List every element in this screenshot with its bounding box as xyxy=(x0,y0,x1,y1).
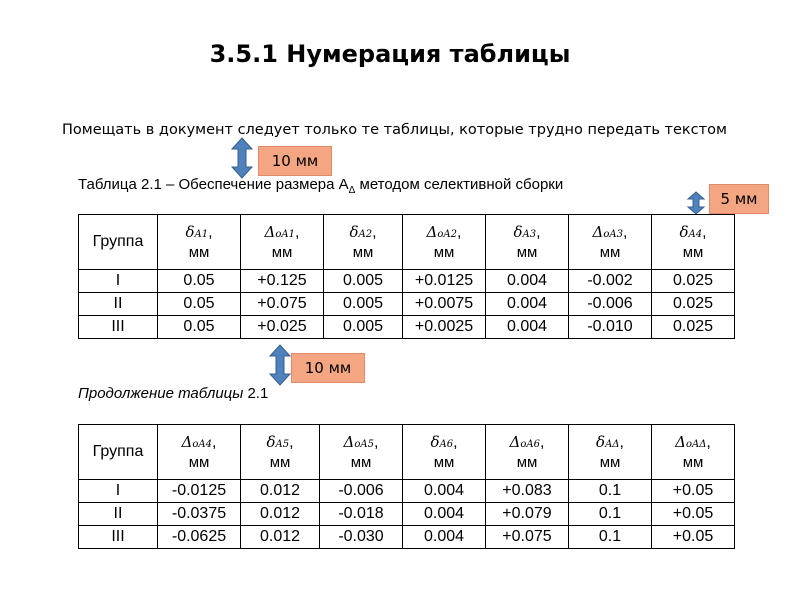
table-row xyxy=(79,526,735,549)
table-cell: 0.004 xyxy=(403,526,486,549)
table-cell: 0.004 xyxy=(486,293,569,316)
header-symbol: Δ xyxy=(343,433,355,451)
header-cell: ΔoA3, мм xyxy=(569,215,652,270)
header-subscript: oA4 xyxy=(192,439,212,450)
spacing-badge-10mm-top: 10 мм xyxy=(258,146,332,176)
table-cell: -0.0625 xyxy=(158,526,241,549)
table-cell: +0.0025 xyxy=(403,316,486,339)
header-cell: δA5, мм xyxy=(241,425,320,480)
header-subscript: A6 xyxy=(439,439,454,450)
header-subscript: oA6 xyxy=(520,439,540,450)
row-group: I xyxy=(79,270,158,293)
header-symbol: Δ xyxy=(181,433,193,451)
table-cell: +0.075 xyxy=(486,526,569,549)
table-cell: +0.0075 xyxy=(403,293,486,316)
table-cell: 0.004 xyxy=(486,270,569,293)
header-subscript: oA2 xyxy=(437,229,457,240)
row-group: II xyxy=(79,503,158,526)
caption-prefix: Таблица 2.1 – Обеспечение размера А xyxy=(78,176,349,193)
header-unit: мм xyxy=(682,244,704,261)
row-group: II xyxy=(79,293,158,316)
header-cell: δA1, мм xyxy=(158,215,241,270)
header-symbol: Δ xyxy=(426,223,438,241)
table-cell: +0.05 xyxy=(652,503,735,526)
table-2-1 xyxy=(78,214,735,339)
header-subscript: A3 xyxy=(522,229,537,240)
header-subscript: oA5 xyxy=(354,439,374,450)
header-unit: мм xyxy=(433,244,455,261)
table-cell: 0.012 xyxy=(241,480,320,503)
caption-number: 2.1 xyxy=(247,385,269,402)
header-unit: мм xyxy=(271,244,293,261)
table-2-1-continuation xyxy=(78,424,735,549)
table-cell: 0.012 xyxy=(241,526,320,549)
table-cell: 0.1 xyxy=(569,503,652,526)
table-cell: 0.004 xyxy=(403,480,486,503)
table-cell: +0.125 xyxy=(241,270,324,293)
header-subscript: A5 xyxy=(275,439,290,450)
table-cell: +0.083 xyxy=(486,480,569,503)
page-title: 3.5.1 Нумерация таблицы xyxy=(209,40,571,68)
header-group: Группа xyxy=(79,215,158,270)
header-unit: мм xyxy=(188,454,210,471)
table-cell: -0.010 xyxy=(569,316,652,339)
header-cell: ΔoAΔ, мм xyxy=(652,425,735,480)
table-cell: -0.006 xyxy=(320,480,403,503)
header-cell: ΔoA1, мм xyxy=(241,215,324,270)
table-row xyxy=(79,270,735,293)
table-cell: 0.05 xyxy=(158,293,241,316)
double-arrow-icon-2 xyxy=(688,192,704,214)
table-caption xyxy=(78,176,563,196)
header-unit: мм xyxy=(682,454,704,471)
table-cell: 0.004 xyxy=(403,503,486,526)
row-group: I xyxy=(79,480,158,503)
header-unit: мм xyxy=(599,244,621,261)
table-cell: 0.025 xyxy=(652,316,735,339)
header-group: Группа xyxy=(79,425,158,480)
header-unit: мм xyxy=(516,244,538,261)
header-symbol: Δ xyxy=(675,433,686,451)
header-cell: δA2, мм xyxy=(324,215,403,270)
header-symbol: δ xyxy=(679,223,689,241)
table-header-row xyxy=(79,215,735,270)
row-group: III xyxy=(79,526,158,549)
table-cell: 0.05 xyxy=(158,316,241,339)
table-cell: -0.006 xyxy=(569,293,652,316)
table-cell: 0.005 xyxy=(324,316,403,339)
header-cell: δA3, мм xyxy=(486,215,569,270)
header-symbol: δ xyxy=(349,223,359,241)
table-row xyxy=(79,316,735,339)
double-arrow-icon-3 xyxy=(270,345,290,385)
header-symbol: δ xyxy=(185,223,195,241)
header-cell: ΔoA6, мм xyxy=(486,425,569,480)
instruction-note: Помещать в документ следует только те таблицы, которые трудно передать текстом xyxy=(62,122,727,138)
table-cell: 0.012 xyxy=(241,503,320,526)
table-cell: 0.005 xyxy=(324,293,403,316)
header-symbol: δ xyxy=(430,433,440,451)
continuation-caption xyxy=(78,385,268,402)
table-cell: -0.0125 xyxy=(158,480,241,503)
table-cell: -0.030 xyxy=(320,526,403,549)
header-subscript: A4 xyxy=(688,229,703,240)
table-cell: 0.1 xyxy=(569,480,652,503)
table-cell: +0.05 xyxy=(652,480,735,503)
header-unit: мм xyxy=(350,454,372,471)
header-cell: δA6, мм xyxy=(403,425,486,480)
header-unit: мм xyxy=(269,454,291,471)
table-row xyxy=(79,293,735,316)
header-cell: δAΔ, мм xyxy=(569,425,652,480)
header-cell: ΔoA5, мм xyxy=(320,425,403,480)
caption-subscript: Δ xyxy=(348,185,356,196)
table-cell: 0.004 xyxy=(486,316,569,339)
header-symbol: Δ xyxy=(264,223,276,241)
table-cell: +0.0125 xyxy=(403,270,486,293)
table-row xyxy=(79,480,735,503)
table-cell: 0.025 xyxy=(652,270,735,293)
header-subscript: AΔ xyxy=(605,439,620,450)
header-unit: мм xyxy=(352,244,374,261)
table-cell: +0.075 xyxy=(241,293,324,316)
header-subscript: A1 xyxy=(194,229,209,240)
table-cell: +0.05 xyxy=(652,526,735,549)
table-cell: -0.018 xyxy=(320,503,403,526)
header-unit: мм xyxy=(516,454,538,471)
header-subscript: oAΔ xyxy=(685,439,707,450)
header-subscript: oA3 xyxy=(603,229,623,240)
header-cell: ΔoA4, мм xyxy=(158,425,241,480)
table-cell: 0.025 xyxy=(652,293,735,316)
row-group: III xyxy=(79,316,158,339)
table-row xyxy=(79,503,735,526)
table-cell: 0.005 xyxy=(324,270,403,293)
header-symbol: δ xyxy=(266,433,276,451)
table-header-row xyxy=(79,425,735,480)
header-symbol: Δ xyxy=(592,223,604,241)
header-subscript: A2 xyxy=(358,229,373,240)
double-arrow-icon-1 xyxy=(232,138,252,178)
table-cell: 0.05 xyxy=(158,270,241,293)
table-cell: 0.1 xyxy=(569,526,652,549)
header-unit: мм xyxy=(599,454,621,471)
header-symbol: δ xyxy=(596,433,606,451)
table-cell: +0.025 xyxy=(241,316,324,339)
spacing-badge-10mm-bottom: 10 мм xyxy=(291,353,365,383)
header-unit: мм xyxy=(188,244,210,261)
header-symbol: Δ xyxy=(509,433,521,451)
header-subscript: oA1 xyxy=(275,229,295,240)
caption-suffix: методом селективной сборки xyxy=(355,176,564,193)
table-cell: -0.0375 xyxy=(158,503,241,526)
caption-italic: Продолжение таблицы xyxy=(78,385,248,402)
header-unit: мм xyxy=(433,454,455,471)
header-cell: δA4, мм xyxy=(652,215,735,270)
header-cell: ΔoA2, мм xyxy=(403,215,486,270)
spacing-badge-5mm: 5 мм xyxy=(709,184,769,214)
table-cell: +0.079 xyxy=(486,503,569,526)
table-cell: -0.002 xyxy=(569,270,652,293)
header-symbol: δ xyxy=(513,223,523,241)
